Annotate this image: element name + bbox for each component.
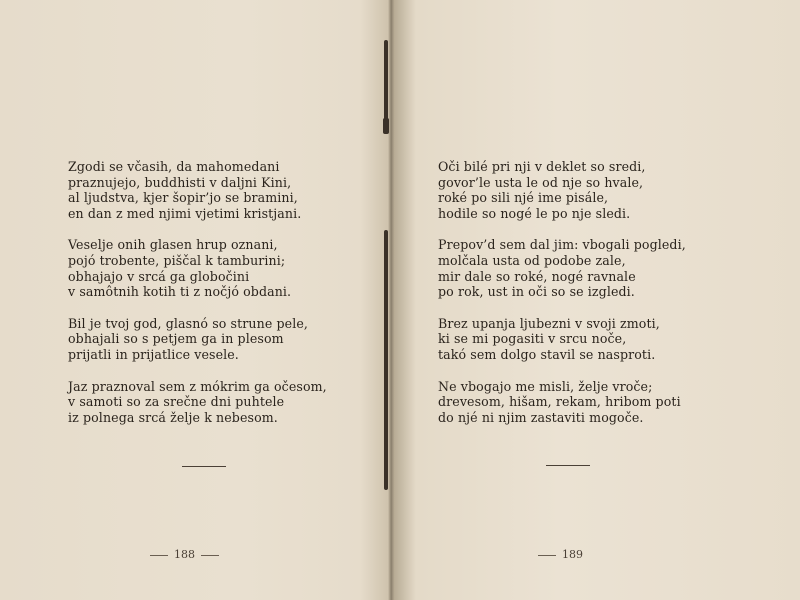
poem-line: v samôtnih kotih ti z nočjó obdani. <box>68 284 292 300</box>
folio-dash <box>201 555 219 556</box>
folio-dash <box>589 555 607 556</box>
poem-line: obhajajo v srcá ga globočini <box>68 268 250 284</box>
poem-line: drevesom, hišam, rekam, hribom poti <box>438 394 681 410</box>
poem-line: mir dale so roké, nogé ravnale <box>438 268 636 284</box>
stanza <box>68 237 327 299</box>
stanza <box>438 159 686 221</box>
poem-line: Jaz praznoval sem z mókrim ga očesom, <box>68 378 327 394</box>
poem-line: molčala usta od podobe zale, <box>438 252 626 268</box>
stanza <box>438 237 686 299</box>
page-number <box>144 548 225 561</box>
binding-stitch <box>384 230 388 490</box>
page-number <box>532 548 613 561</box>
page-number-text: 188 <box>174 548 195 561</box>
folio-dash <box>150 555 168 556</box>
poem-line: Veselje onih glasen hrup oznani, <box>68 237 278 253</box>
left-poem <box>68 159 327 441</box>
folio-dash <box>538 555 556 556</box>
section-rule <box>546 465 590 466</box>
poem-line: Oči bilé pri nji v deklet so sredi, <box>438 159 646 174</box>
binding-stitch <box>384 40 388 120</box>
poem-line: Prepov’d sem dal jim: vbogali pogledi, <box>438 237 686 253</box>
poem-line: praznujejo, buddhisti v daljni Kini, <box>68 174 292 190</box>
poem-line: roké po sili njé ime pisále, <box>438 190 609 206</box>
book-spine <box>382 0 390 600</box>
left-page <box>0 0 384 600</box>
poem-line: al ljudstva, kjer šopir’jo se bramini, <box>68 190 298 206</box>
right-poem <box>438 159 686 441</box>
stanza <box>68 159 327 221</box>
poem-line: govor’le usta le od nje so hvale, <box>438 174 644 190</box>
stanza <box>438 379 686 426</box>
stanza <box>68 316 327 363</box>
poem-line: do njé ni njim zastaviti mogoče. <box>438 409 644 425</box>
poem-line: Zgodi se včasih, da mahomedani <box>68 159 280 174</box>
poem-line: Brez upanja ljubezni v svoji zmoti, <box>438 315 660 331</box>
poem-line: takó sem dolgo stavil se nasproti. <box>438 346 656 362</box>
poem-line: v samoti so za srečne dni puhtele <box>68 394 285 410</box>
poem-line: Bil je tvoj god, glasnó so strune pele, <box>68 315 308 331</box>
page-number-text: 189 <box>562 548 583 561</box>
poem-line: hodile so nogé le po nje sledi. <box>438 205 631 221</box>
binding-knot <box>383 118 389 134</box>
poem-line: po rok, ust in oči so se izgledi. <box>438 284 635 300</box>
section-rule <box>182 466 226 467</box>
poem-line: en dan z med njimi vjetimi kristjani. <box>68 205 302 221</box>
stanza <box>438 316 686 363</box>
poem-line: obhajali so s petjem ga in plesom <box>68 331 284 347</box>
poem-line: pojó trobente, piščal k tamburini; <box>68 252 286 268</box>
poem-line: Ne vbogajo me misli, želje vroče; <box>438 378 653 394</box>
right-page <box>392 0 800 600</box>
stanza <box>68 379 327 426</box>
poem-line: ki se mi pogasiti v srcu noče, <box>438 331 627 347</box>
poem-line: prijatli in prijatlice vesele. <box>68 346 239 362</box>
poem-line: iz polnega srcá želje k nebesom. <box>68 409 278 425</box>
